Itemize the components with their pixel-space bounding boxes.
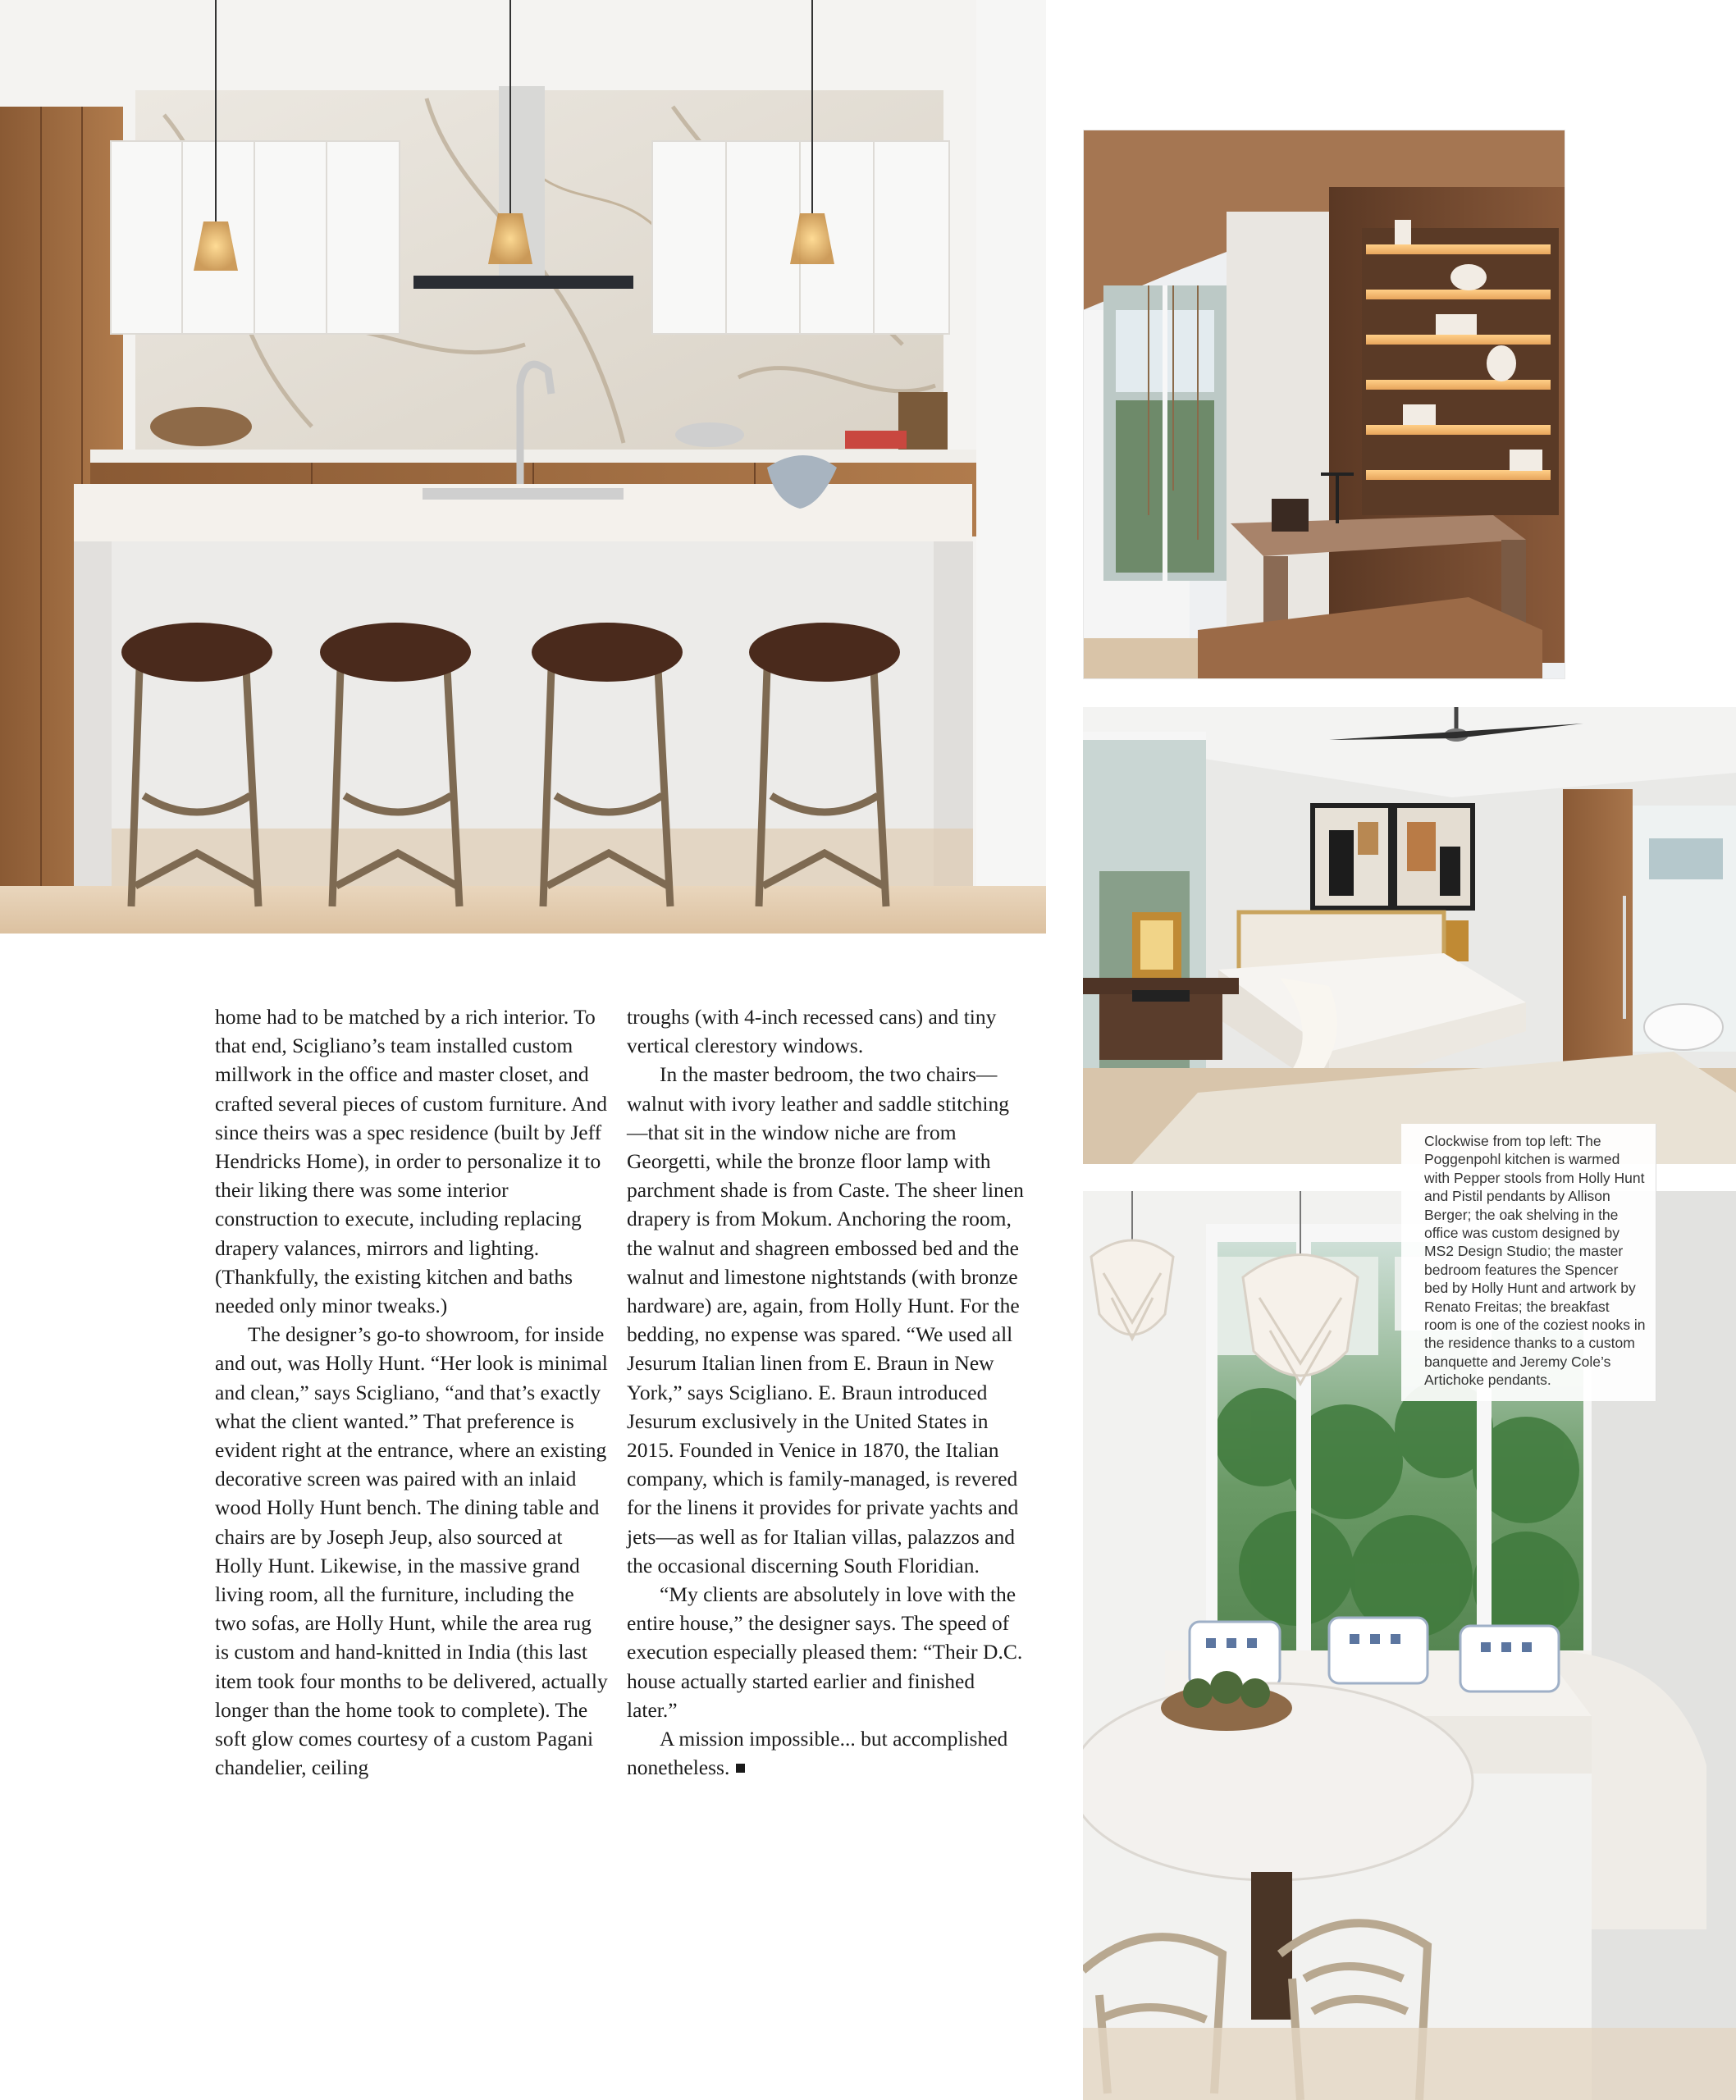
end-mark-icon — [736, 1764, 745, 1773]
article-paragraph: In the master bedroom, the two chairs—walnut with ivory leather and saddle stitching—that sit in the window niche are from Georgetti, while the bronze floor lamp with parchment shade is from Caste. The sheer linen drapery is from Mokum. Anchoring the room, the walnut and shagreen embossed bed and the walnut and limestone nightstands (with bronze hardware) are, again, from Holly Hunt. For the bedding, no expense was spared. “We used all Jesurum Italian linen from E. Braun in New York,” says Scigliano. E. Braun introduced Jesurum exclusively in the United States in 2015. Founded in Venice in 1870, the Italian company, which is family-managed, is revered for the linens it provides for private yachts and jets—as well as for Italian villas, palazzos and the occasional discerning South Floridian. — [627, 1062, 1024, 1577]
article-paragraph: home had to be matched by a rich interior. To that end, Scigliano’s team installed custom millwork in the office and master closet, and crafted several pieces of custom furniture. And since theirs was a spec residence (built by Jeff Hendricks Home), in order to personalize it to their liking there was some interior construction to execute, including replacing drapery valances, mirrors and lighting. (Thankfully, the existing kitchen and baths needed only minor tweaks.) — [215, 1005, 607, 1318]
photo-caption — [1401, 1124, 1656, 1401]
article-paragraph: “My clients are absolutely in love with the entire house,” the designer says. The speed of execution especially pleased them: “Their D.C. house actually started earlier and finished later.” — [627, 1582, 1023, 1722]
article-closing-line: A mission impossible... but accomplished nonetheless. — [627, 1727, 1008, 1780]
article-paragraph: troughs (with 4-inch recessed cans) and tiny vertical clerestory windows. — [627, 1005, 997, 1058]
kitchen-photo — [0, 0, 1046, 934]
office-photo — [1083, 130, 1565, 679]
article-column-left — [215, 1002, 609, 1782]
article-paragraph: The designer’s go-to showroom, for inside and out, was Holly Hunt. “Her look is minimal and clean,” says Scigliano, “and that’s exactly what the client wanted.” That preference is evident right at the entrance, where an existing decorative screen was paired with an inlaid wood Holly Hunt bench. The dining table and chairs are by Joseph Jeup, also sourced at Holly Hunt. Likewise, in the massive grand living room, all the furniture, including the two sofas, are Holly Hunt, while the area rug is custom and hand-knitted in India (this last item took four months to be delivered, actually longer than the home took to complete). The soft glow comes courtesy of a custom Pagani chandelier, ceiling — [215, 1322, 608, 1780]
article-column-right — [627, 1002, 1024, 1782]
bedroom-photo — [1083, 707, 1736, 1164]
photo-caption-text: Clockwise from top left: The Poggenpohl kitchen is warmed with Pepper stools from Holly Hunt and Pistil pendants by Allison Berger; the oak shelving in the office was custom designed by MS2 Design Studio; the master bedroom features the Spencer bed by Holly Hunt and artwork by Renato Freitas; the breakfast room is one of the coziest nooks in the residence thanks to a custom banquette and Jeremy Cole’s Artichoke pendants. — [1424, 1133, 1646, 1389]
